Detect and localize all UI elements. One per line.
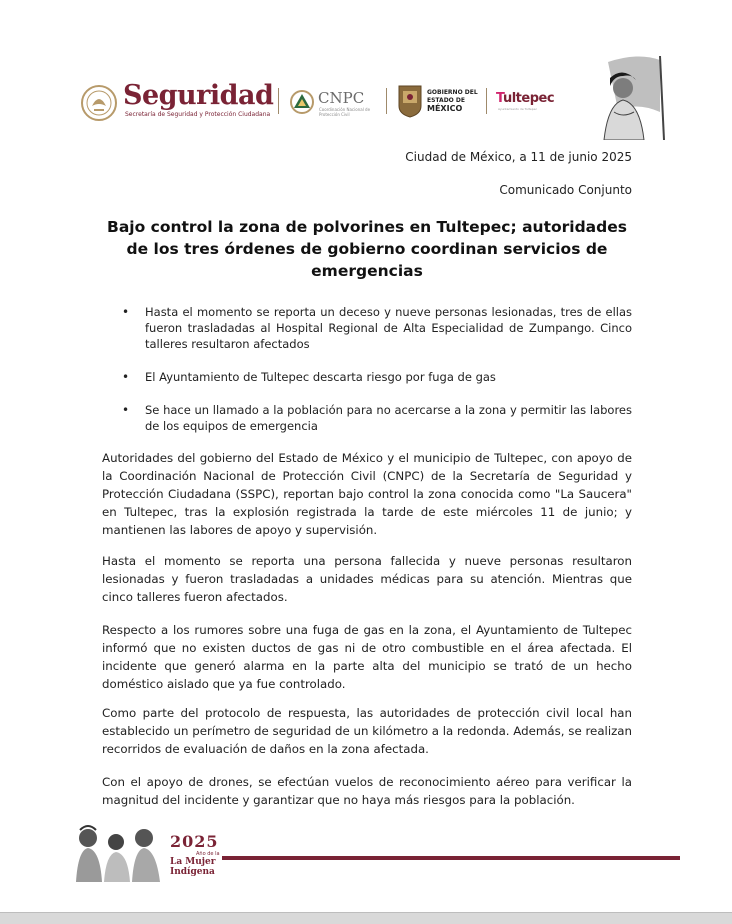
mexico-seal-icon: [80, 84, 118, 122]
footer-year-label: Año de la: [196, 851, 220, 857]
list-item: • Hasta el momento se reporta un deceso y nueve personas lesionadas, tres de ellas fueron trasladadas al Hospital Regional de Alta Especialidad de Zumpango. Cinco talleres resultaron afectados: [120, 304, 632, 352]
edomex-shield-icon: [397, 84, 423, 118]
body-paragraph: Con el apoyo de drones, se efectúan vuelos de reconocimiento aéreo para verificar la magnitud del incidente y garantizar que no haya más riesgos para la población.: [102, 775, 632, 807]
location-date: Ciudad de México, a 11 de junio 2025: [405, 150, 632, 164]
footer-divider: [222, 856, 680, 860]
footer-year: 2025: [170, 832, 219, 851]
header-logos: [80, 80, 580, 124]
indigenous-women-illustration-icon: [70, 820, 168, 882]
footer-motto-line2: Indígena: [170, 867, 215, 877]
body-paragraph: Autoridades del gobierno del Estado de México y el municipio de Tultepec, con apoyo de la Coordinación Nacional de Protección Civil (CNPC) de la Secretaría de Seguridad y Protección Ciudadana (SSPC), reportan bajo control la zona conocida como "La Saucera" en Tultepec, tras la explosión registrada la tarde de este miércoles 11 de junio; y mantienen las labores de apoyo y supervisión.: [102, 451, 632, 537]
cnpc-subtitle: Coordinación Nacional de Protección Civil: [319, 107, 371, 117]
page-bottom-edge: [0, 912, 732, 924]
tultepec-subtitle: Ayuntamiento de Tultepec: [498, 107, 538, 111]
cnpc-title: CNPC: [318, 89, 365, 107]
list-item: • El Ayuntamiento de Tultepec descarta riesgo por fuga de gas: [120, 369, 632, 385]
body-paragraph: Como parte del protocolo de respuesta, las autoridades de protección civil local han establecido un perímetro de seguridad de un kilómetro a la redonda. Además, se realizan recorridos de evaluación de daños en la zona afectada.: [102, 706, 632, 756]
tultepec-brand-initial: T: [496, 91, 503, 106]
body-paragraph: Hasta el momento se reporta una persona fallecida y nueve personas resultaron lesionadas y fueron trasladadas a unidades médicas para su atención. Mientras que cinco talleres fueron afectados.: [102, 554, 632, 604]
cnpc-logo-icon: [290, 90, 314, 114]
woman-with-flag-illustration-icon: [588, 52, 678, 140]
press-release-title: Bajo control la zona de polvorines en Tultepec; autoridades de los tres órdenes de gobierno coordinan servicios de emergencias: [107, 218, 627, 280]
key-points-list: [120, 304, 632, 451]
tultepec-brand-rest: ultepec: [502, 91, 555, 106]
body-paragraph: Respecto a los rumores sobre una fuga de gas en la zona, el Ayuntamiento de Tultepec informó que no existen ductos de gas ni de otro combustible en el área afectada. El incidente que generó alarma en la parte alta del municipio se trató de un hecho doméstico aislado que ya fue controlado.: [102, 623, 632, 691]
tultepec-logo: [496, 91, 554, 106]
document-type: Comunicado Conjunto: [499, 183, 632, 197]
footer-motto-line1: La Mujer: [170, 857, 216, 867]
header-divider: [386, 88, 387, 114]
edomex-line1: GOBIERNO DEL: [427, 89, 478, 96]
edomex-title: [427, 89, 478, 113]
seguridad-subtitle: Secretaría de Seguridad y Protección Ciudadana: [125, 111, 271, 118]
list-item: • Se hace un llamado a la población para no acercarse a la zona y permitir las labores de los equipos de emergencia: [120, 402, 632, 434]
edomex-line2: ESTADO DE: [427, 97, 465, 104]
seguridad-title: Seguridad: [123, 80, 274, 111]
edomex-line3: MÉXICO: [427, 104, 463, 113]
header-divider: [486, 88, 487, 114]
footer-motto: [170, 857, 216, 877]
header-divider: [278, 88, 279, 114]
